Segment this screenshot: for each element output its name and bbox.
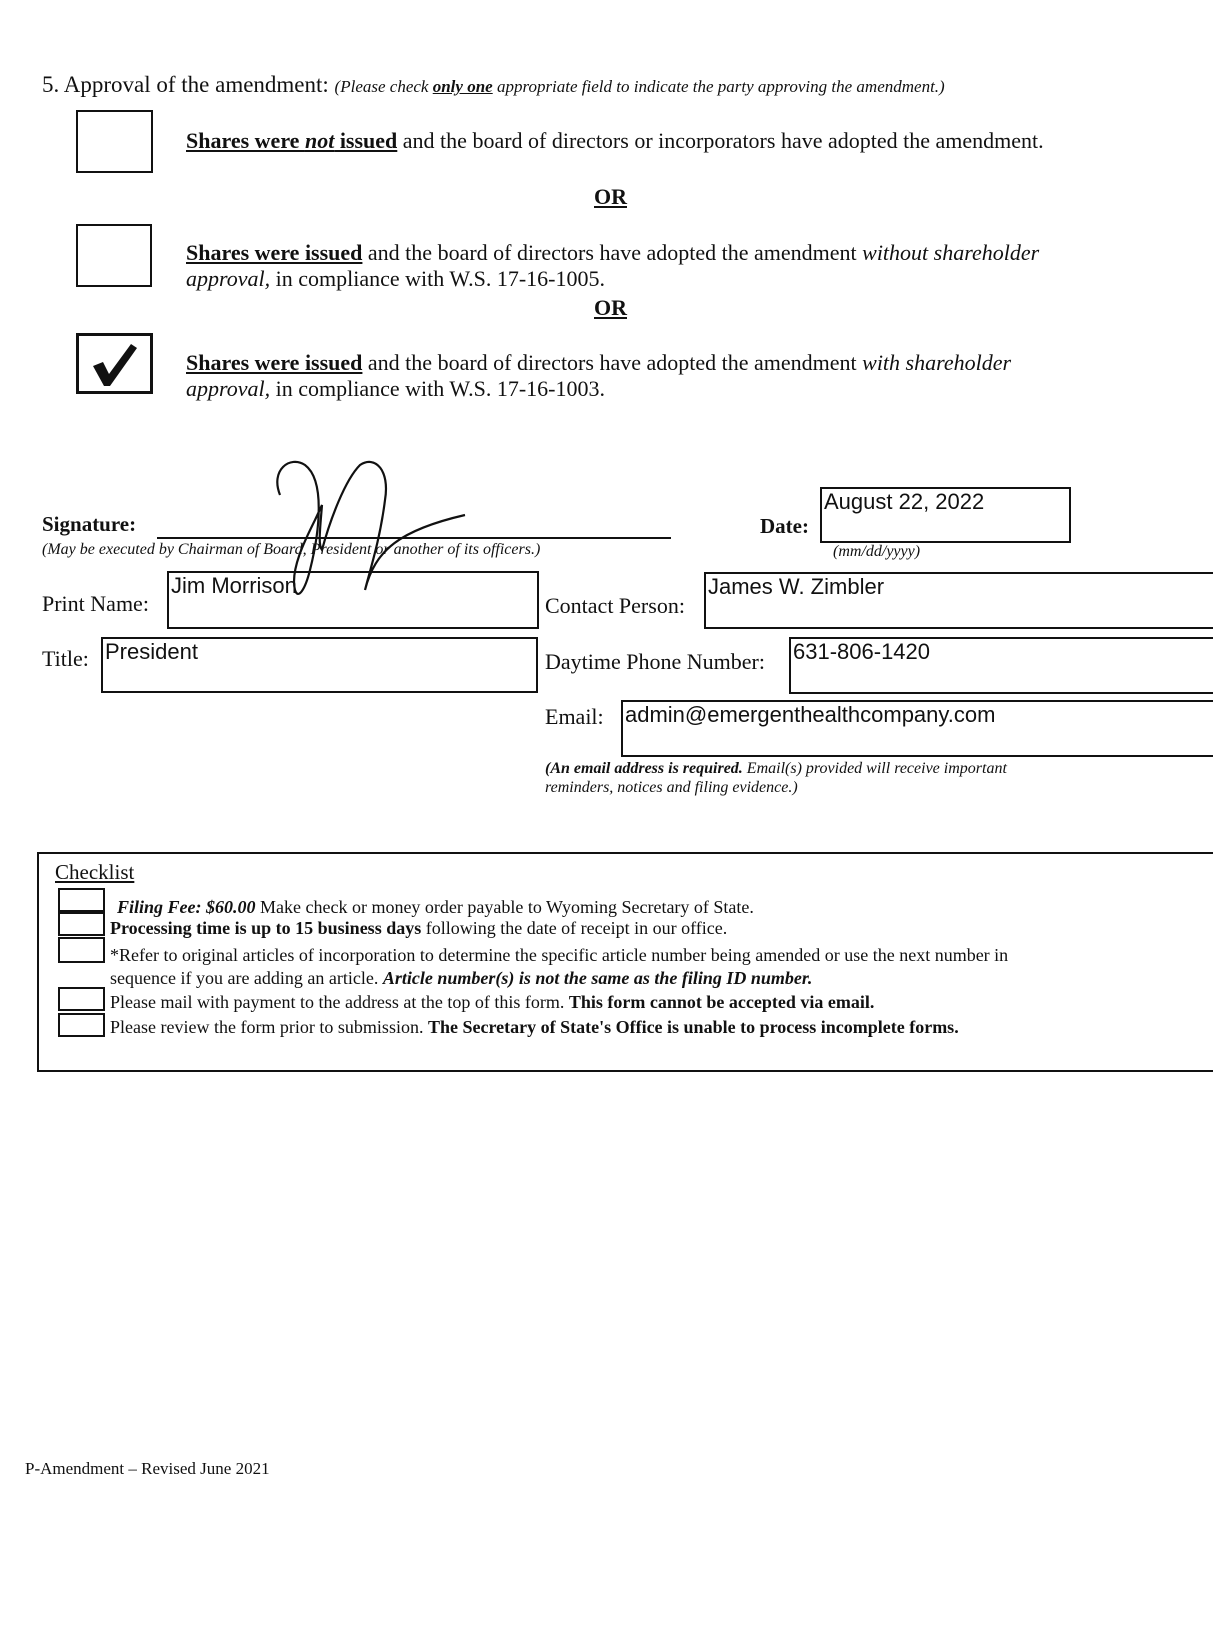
email-note-line2: reminders, notices and filing evidence.): [545, 779, 798, 796]
date-label: Date:: [760, 514, 809, 538]
checklist-checkbox-filing-fee[interactable]: [58, 888, 105, 912]
checklist-checkbox-processing-time[interactable]: [58, 912, 105, 936]
option-with-approval-text: Shares were issued and the board of directors have adopted the amendment with shareholder: [186, 350, 1012, 375]
approval-checkbox-issued-with-approval[interactable]: [76, 333, 153, 394]
print-name-field[interactable]: Jim Morrison: [167, 571, 539, 629]
checklist-checkbox-review-form[interactable]: [58, 1013, 105, 1037]
option-with-approval-line2: approval, in compliance with W.S. 17-16-1003.: [186, 376, 605, 401]
approval-checkbox-issued-without-approval[interactable]: [76, 224, 152, 287]
checklist-item-review-form: Please review the form prior to submission. The Secretary of State's Office is unable to process incomplete forms.: [110, 1017, 959, 1037]
or-separator: OR: [594, 184, 627, 209]
email-label: Email:: [545, 704, 604, 729]
checklist-checkbox-mail-payment[interactable]: [58, 987, 105, 1011]
date-field[interactable]: August 22, 2022: [820, 487, 1071, 543]
checklist-title: Checklist: [55, 860, 135, 884]
checklist-item-filing-fee: Filing Fee: $60.00 Make check or money order payable to Wyoming Secretary of State.: [117, 897, 754, 917]
email-note: (An email address is required. Email(s) provided will receive important: [545, 760, 1007, 777]
signature-label: Signature:: [42, 512, 137, 536]
checklist-checkbox-article-number[interactable]: [58, 937, 105, 963]
phone-field[interactable]: 631-806-1420: [789, 637, 1213, 694]
form-revision-footer: P-Amendment – Revised June 2021: [25, 1459, 270, 1478]
checklist-item-article-number-line2: sequence if you are adding an article. Article number(s) is not the same as the filing ID number.: [110, 968, 813, 988]
contact-person-label: Contact Person:: [545, 593, 685, 618]
checklist-item-processing-time: Processing time is up to 15 business days following the date of receipt in our office.: [110, 918, 728, 938]
checkmark-icon: [79, 336, 151, 392]
heading-text: 5. Approval of the amendment:: [42, 72, 329, 97]
email-field[interactable]: admin@emergenthealthcompany.com: [621, 700, 1213, 757]
title-field[interactable]: President: [101, 637, 538, 693]
title-label: Title:: [42, 646, 89, 671]
date-format-hint: (mm/dd/yyyy): [833, 543, 921, 560]
or-separator: OR: [594, 295, 627, 320]
signature-note: (May be executed by Chairman of Board, President or another of its officers.): [42, 541, 541, 558]
contact-person-field[interactable]: James W. Zimbler: [704, 572, 1213, 629]
option-without-approval-line2: approval, in compliance with W.S. 17-16-1005.: [186, 266, 605, 291]
option-not-issued-text: Shares were not issued and the board of directors or incorporators have adopted the amendment.: [186, 128, 1044, 153]
print-name-label: Print Name:: [42, 591, 149, 616]
checklist-item-mail-payment: Please mail with payment to the address at the top of this form. This form cannot be accepted via email.: [110, 992, 875, 1012]
approval-checkbox-not-issued[interactable]: [76, 110, 153, 173]
section-5-heading: [42, 72, 945, 98]
approval-instruction: (Please check only one appropriate field to indicate the party approving the amendment.): [334, 77, 945, 96]
phone-label: Daytime Phone Number:: [545, 649, 765, 674]
option-without-approval-text: Shares were issued and the board of directors have adopted the amendment without shareholder: [186, 240, 1040, 265]
checklist-item-article-number: *Refer to original articles of incorporation to determine the specific article number being amended or use the next number in: [110, 945, 1009, 965]
